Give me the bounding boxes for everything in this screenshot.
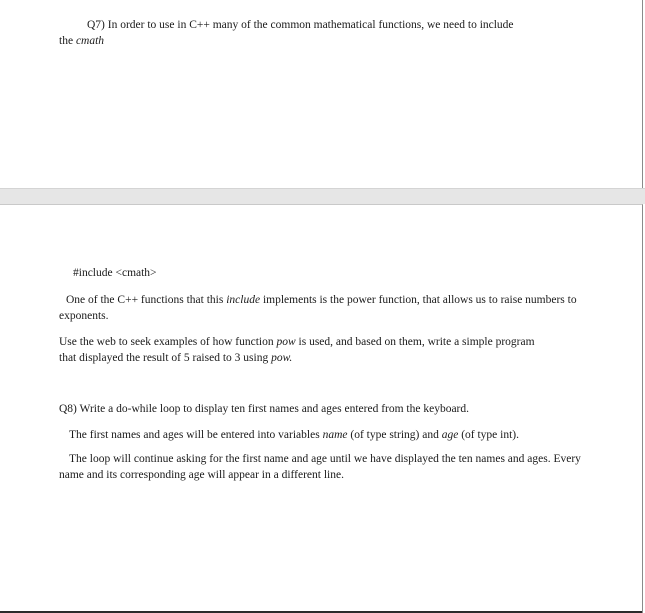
q7-cmath-term: cmath — [75, 35, 105, 47]
document-page-top — [0, 0, 643, 188]
power-para-suffix: implements is the power function, that allows us to raise numbers to exponents. — [59, 294, 577, 322]
web-para-middle: is used, and based on them, write a simple program that displayed the result of 5 raised to 3 using — [59, 336, 535, 364]
include-term: include — [226, 294, 261, 306]
vars-prefix: The first names and ages will be entered into variables — [69, 429, 323, 441]
document-page-bottom — [0, 204, 643, 613]
vars-middle: (of type string) and — [347, 429, 442, 441]
pow-term-end: pow. — [271, 352, 293, 364]
pow-term: pow — [276, 336, 296, 348]
page-separator — [0, 188, 645, 204]
power-function-paragraph — [59, 292, 584, 324]
web-para-prefix: Use the web to seek examples of how function — [59, 336, 277, 348]
include-directive: #include <cmath> — [73, 267, 157, 279]
q8-heading: Q8) Write a do-while loop to display ten first names and ages entered from the keyboard. — [59, 403, 470, 415]
q7-line2-prefix: the — [59, 35, 76, 47]
q7-paragraph — [59, 17, 589, 49]
power-para-prefix: One of the C++ functions that this — [66, 294, 227, 306]
age-term: age — [441, 429, 459, 441]
pow-web-paragraph — [59, 334, 554, 366]
q7-line1: Q7) In order to use in C++ many of the common mathematical functions, we need to include — [87, 19, 514, 31]
q8-variables-paragraph — [59, 427, 599, 443]
q8-loop-paragraph: The loop will continue asking for the first name and age until we have displayed the ten names and ages. Every name and its corresponding age will appear in a different line. — [59, 453, 581, 481]
name-term: name — [322, 429, 348, 441]
vars-suffix: (of type int). — [458, 429, 519, 441]
